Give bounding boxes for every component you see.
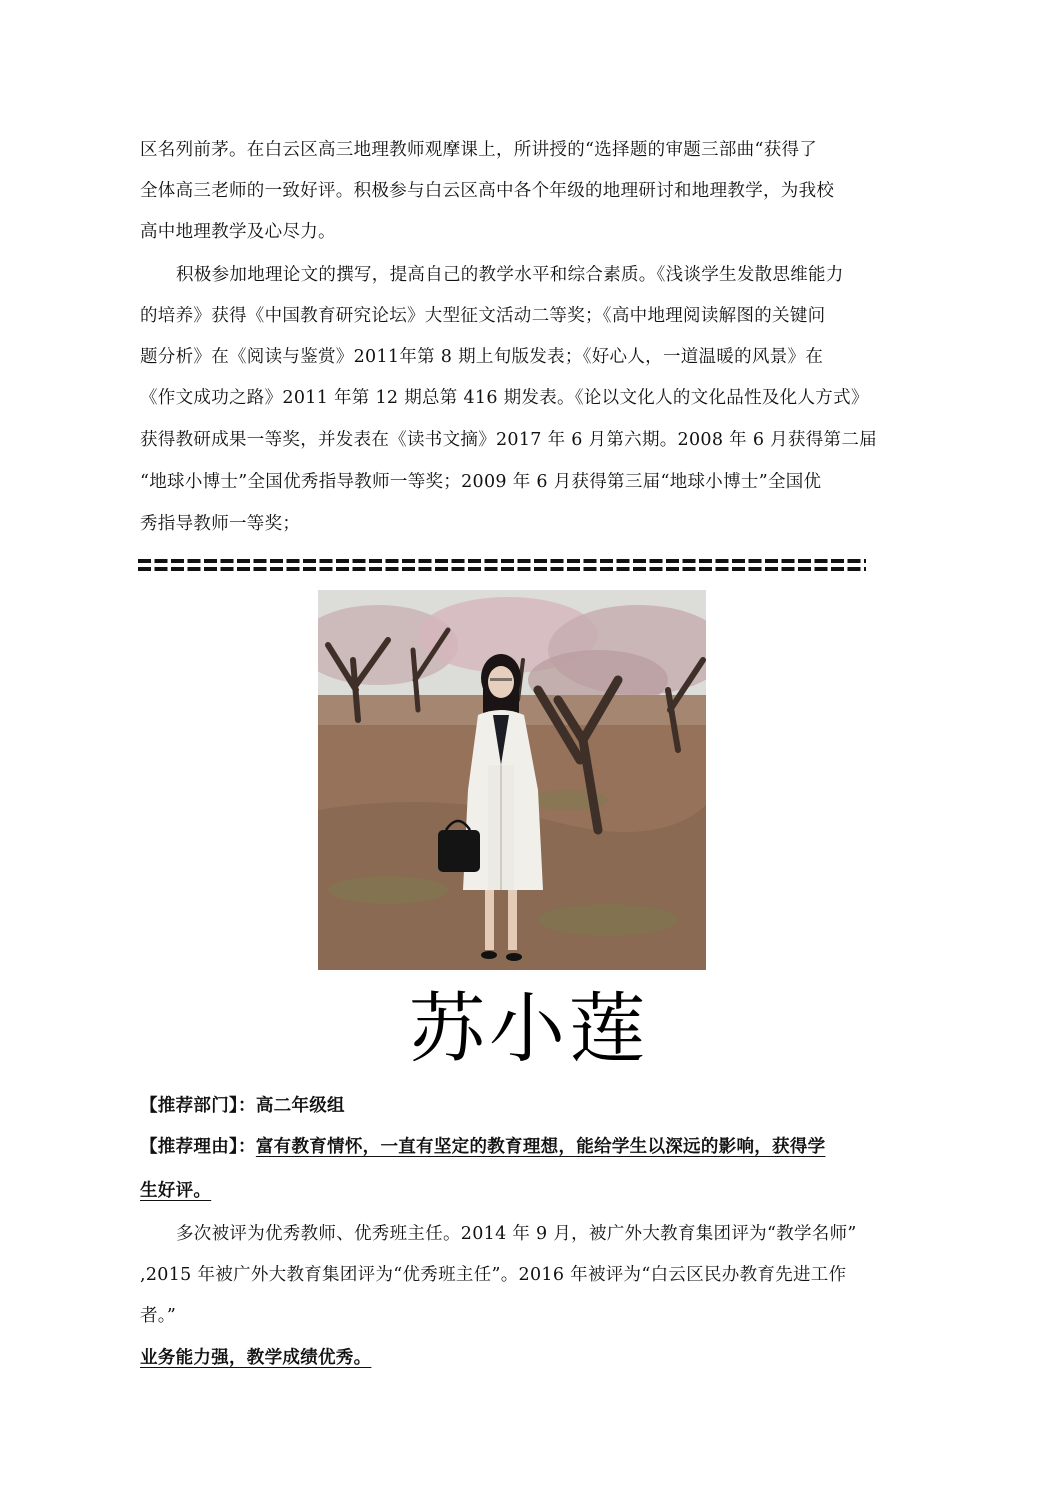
paragraph-line: ,2015 年被广外大教育集团评为“优秀班主任”。2016 年被评为“白云区民办教育先进工作 [140,1265,847,1285]
recommend-reason-continued: 生好评。 [140,1181,212,1201]
paragraph-line: 者。” [140,1306,177,1326]
person-name: 苏小莲 [409,984,649,1073]
recommend-reason-row [140,1135,880,1159]
paragraph-line: 《作文成功之路》2011 年第 12 期总第 416 期发表。《论以文化人的文化品性及化人方式》 [140,388,869,408]
paragraph-line: 全体高三老师的一致好评。积极参与白云区高中各个年级的地理研讨和地理教学，为我校 [140,181,835,201]
paragraph-line: 的培养》获得《中国教育研究论坛》大型征文活动二等奖；《高中地理阅读解图的关键问 [140,306,826,326]
recommend-reason-label: 【推荐理由】： [140,1137,256,1157]
paragraph-line: 题分析》在《阅读与鉴赏》2011年第 8 期上旬版发表；《好心人，一道温暖的风景》在 [140,347,824,367]
paragraph-line: 多次被评为优秀教师、优秀班主任。2014 年 9 月，被广外大教育集团评为“教学名师” [176,1224,857,1244]
recommend-reason-value: 富有教育情怀，一直有坚定的教育理想，能给学生以深远的影响，获得学 [255,1137,826,1157]
paragraph-line: 获得教研成果一等奖，并发表在《读书文摘》2017 年 6 月第六期。2008 年 6 月获得第二届 [140,430,877,450]
portrait-photo [318,590,706,970]
paragraph-line: 积极参加地理论文的撰写，提高自己的教学水平和综合素质。《浅谈学生发散思维能力 [176,265,844,285]
paragraph-line: “地球小博士”全国优秀指导教师一等奖；2009 年 6 月获得第三届“地球小博士”全国优 [140,472,822,492]
paragraph-line: 秀指导教师一等奖； [140,514,301,534]
paragraph-line: 高中地理教学及心尽力。 [140,222,336,242]
closing-heading: 业务能力强，教学成绩优秀。 [140,1348,372,1368]
recommend-dept-label: 【推荐部门】： [140,1096,256,1116]
recommend-dept-row [140,1094,880,1118]
paragraph-line: 区名列前茅。在白云区高三地理教师观摩课上，所讲授的“选择题的审题三部曲“获得了 [140,140,818,160]
recommend-dept-value: 高二年级组 [255,1096,345,1116]
section-divider [138,556,866,574]
